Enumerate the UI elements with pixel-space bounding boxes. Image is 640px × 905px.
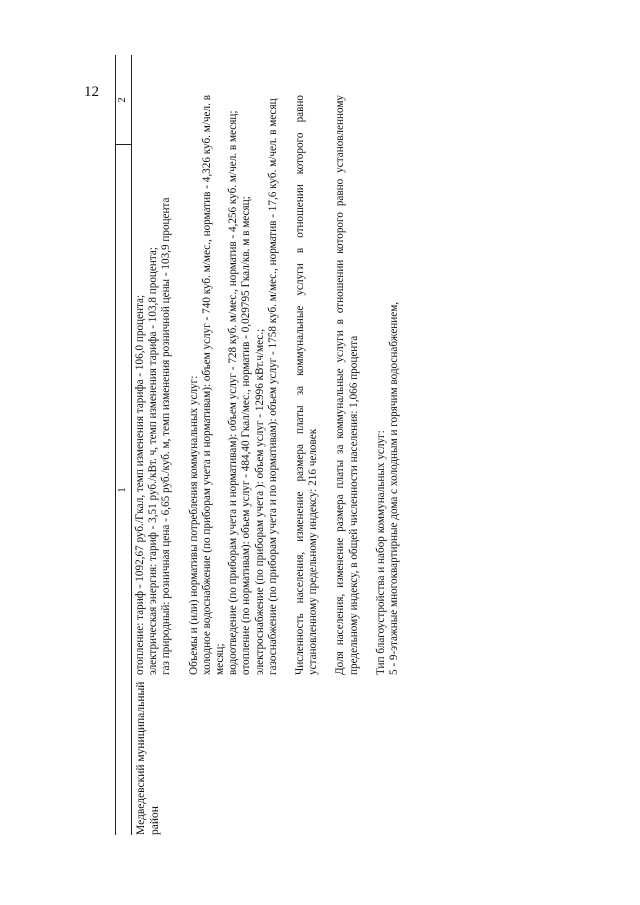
population-share: Доля населения, изменение размера платы за коммунальные услуги в отношении которого равно установленному предельному индексу, в общей численности населения: 1,066 процента [334,95,360,675]
region-name: Медведевский муниципальный район [135,681,161,835]
page-number: 12 [84,84,99,100]
volume-heating: отопление (по нормативам): объем услуг - 484,40 Гкал/мес., норматив - 0,029795 Гкал/кв. м в месяц; [240,196,253,675]
improvement-text: 5 - 9-этажные многоквартирные дома с холодным и горячим водоснабжением, [388,301,401,675]
volume-sewerage: водоотведение (по приборам учета и нормативам): объем услуг - 728 куб. м/мес., норматив - 4,256 куб. м/чел. в месяц; [227,110,240,675]
volume-gas: газоснабжение (по приборам учета и по нормативам): объем услуг - 1758 куб. м/мес., норматив - 17,6 куб. м/чел. в месяц [266,98,279,675]
tariff-heating: отопление: тариф - 1092,67 руб./Гкал, темп изменения тарифа - 106,0 процента; [134,294,146,675]
rotated-table-sheet [94,55,594,835]
tariff-electricity: электрическая энергия: тариф - 3,51 руб./кВт. ч, темп изменения тарифа - 103,8 процента; [147,247,160,675]
table-header-rule [131,55,132,835]
tariff-gas: газ природный: розничная цена - 6,65 руб./куб. м, темп изменения розничной цены - 103,9 процента [160,197,173,675]
population-count: Численность населения, изменение размера платы за коммунальные услуги в отношении которого равно установленному предельному индексу: 216 человек [294,95,320,675]
volume-cold-water: холодное водоснабжение (по приборам учета и нормативам): объем услуг - 740 куб. м/мес., норматив - 4,326 куб. м/чел. в месяц; [200,95,227,675]
volumes-heading: Объемы и (или) нормативы потребления коммунальных услуг: [187,375,200,675]
improvement-heading: Тип благоустройства и набор коммунальных услуг: [374,430,387,675]
region-cell [134,675,162,835]
column-header-1: 1 [116,487,128,493]
column-header-2: 2 [116,97,128,103]
indicators-cell [134,95,401,675]
tariffs-block [134,95,174,675]
volumes-block [188,95,280,675]
volume-electricity: электроснабжение (по приборам учета ): объем услуг - 12996 кВт.ч/мес.; [253,328,266,675]
